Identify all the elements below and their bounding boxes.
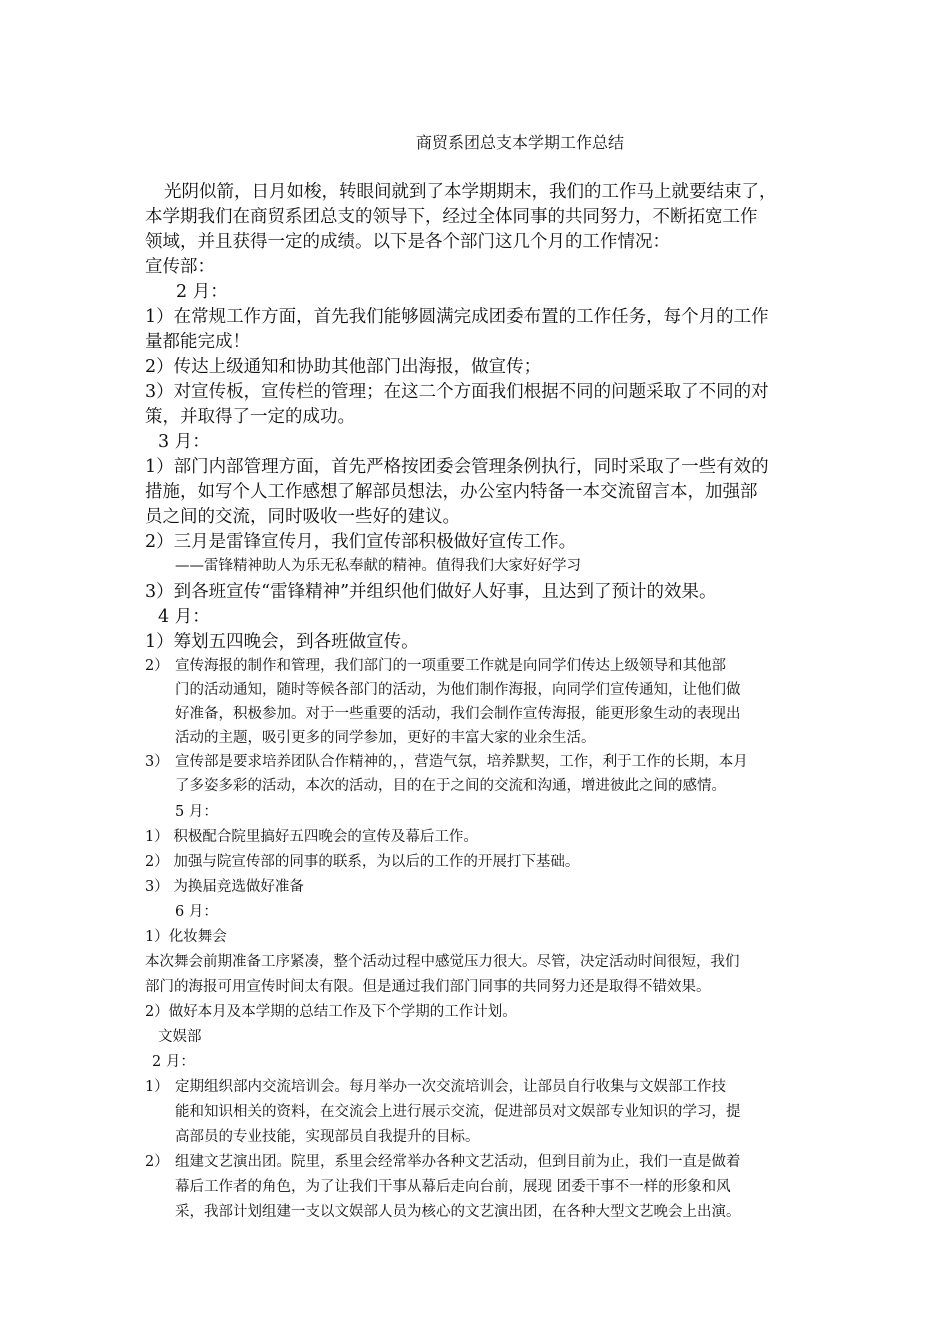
mar-item-2: 2）三月是雷锋宣传月，我们宣传部积极做好宣传工作。 <box>145 532 577 552</box>
intro-line-1: 光阴似箭，日月如梭，转眼间就到了本学期期末，我们的工作马上就要结束了， <box>164 182 777 202</box>
apr-item-3-line-1: 宣传部是要求培养团队合作精神的，，营造气氛，培养默契，工作，利于工作的长期，本月 <box>175 754 748 770</box>
mar-item-1-line-2: 措施，如写个人工作感想了解部员想法，办公室内特备一本交流留言本，加强部 <box>145 482 758 502</box>
ent-item-2-line-1: 组建文艺演出团。院里，系里会经常举办各种文艺活动，但到目前为止，我们一直是做着 <box>175 1154 741 1170</box>
ent-item-2-line-2: 幕后工作者的角色，为了让我们干事从幕后走向台前，展现 团委干事不一样的形象和风 <box>175 1179 731 1195</box>
may-item-3: 3） 为换届竞选做好准备 <box>145 879 304 895</box>
document-title: 商贸系团总支本学期工作总结 <box>415 133 624 152</box>
feb-item-2: 2）传达上级通知和协助其他部门出海报，做宣传； <box>145 357 542 377</box>
month-heading-apr: 4 月： <box>158 607 210 627</box>
month-heading-may: 5 月： <box>175 804 218 820</box>
feb-item-3-line-1: 3）对宣传板，宣传栏的管理；在这二个方面我们根据不同的问题采取了不同的对 <box>145 382 769 402</box>
apr-item-2-line-3: 好准备，积极参加。对于一些重要的活动，我们会制作宣传海报，能更形象生动的表现出 <box>175 706 741 722</box>
jun-paragraph-line-1: 本次舞会前期准备工序紧凑，整个活动过程中感觉压力很大。尽管，决定活动时间很短，我们 <box>145 954 740 970</box>
feb-item-1-line-2: 量都能完成！ <box>145 332 250 352</box>
ent-item-1-line-1: 定期组织部内交流培训会。每月举办一次交流培训会，让部员自行收集与文娱部工作技 <box>175 1079 726 1095</box>
jun-paragraph-line-2: 部门的海报可用宣传时间太有限。但是通过我们部门同事的共同努力还是取得不错效果。 <box>145 979 711 995</box>
mar-item-3: 3）到各班宣传“雷锋精神”并组织他们做好人好事，且达到了预计的效果。 <box>145 582 717 602</box>
apr-item-1: 1）筹划五四晚会，到各班做宣传。 <box>145 632 419 652</box>
apr-item-2-number: 2） <box>145 658 169 674</box>
feb-item-1-line-1: 1）在常规工作方面，首先我们能够圆满完成团委布置的工作任务，每个月的工作 <box>145 307 769 327</box>
dept-heading-entertainment: 文娱部 <box>158 1029 202 1045</box>
feb-item-3-line-2: 策，并取得了一定的成功。 <box>145 407 355 427</box>
month-heading-jun: 6 月： <box>175 904 218 920</box>
mar-item-1-line-3: 员之间的交流，同时吸收一些好的建议。 <box>145 507 460 527</box>
apr-item-2-line-2: 门的活动通知，随时等候各部门的活动，为他们制作海报，向同学们宣传通知，让他们做 <box>175 682 741 698</box>
may-item-2: 2） 加强与院宣传部的同事的联系，为以后的工作的开展打下基础。 <box>145 854 580 870</box>
month-heading-feb: 2 月： <box>176 282 228 302</box>
apr-item-3-line-2: 了多姿多彩的活动，本次的活动，目的在于之间的交流和沟通，增进彼此之间的感情。 <box>175 778 726 794</box>
ent-item-2-line-3: 采，我部计划组建一支以文娱部人员为核心的文艺演出团，在各种大型文艺晚会上出演。 <box>175 1204 741 1220</box>
ent-month-heading-feb: 2 月： <box>152 1054 195 1070</box>
jun-item-1: 1）化妆舞会 <box>145 929 227 945</box>
mar-item-1-line-1: 1）部门内部管理方面，首先严格按团委会管理条例执行，同时采取了一些有效的 <box>145 457 769 477</box>
apr-item-3-number: 3） <box>145 754 169 770</box>
may-item-1: 1） 积极配合院里搞好五四晚会的宣传及幕后工作。 <box>145 829 478 845</box>
intro-line-2: 本学期我们在商贸系团总支的领导下，经过全体同事的共同努力，不断拓宽工作 <box>145 207 758 227</box>
ent-item-1-number: 1） <box>145 1079 169 1095</box>
jun-item-2: 2）做好本月及本学期的总结工作及下个学期的工作计划。 <box>145 1004 517 1020</box>
apr-item-2-line-4: 活动的主题，吸引更多的同学参加，更好的丰富大家的业余生活。 <box>175 730 596 746</box>
intro-line-3: 领域，并且获得一定的成绩。以下是各个部门这几个月的工作情况： <box>145 232 670 252</box>
month-heading-mar: 3 月： <box>158 432 210 452</box>
mar-quote: ——雷锋精神助人为乐无私奉献的精神。值得我们大家好好学习 <box>175 558 581 574</box>
ent-item-1-line-2: 能和知识相关的资料，在交流会上进行展示交流，促进部员对文娱部专业知识的学习，提 <box>175 1104 741 1120</box>
dept-heading-publicity: 宣传部： <box>145 257 215 277</box>
ent-item-1-line-3: 高部员的专业技能，实现部员自我提升的目标。 <box>175 1129 480 1145</box>
ent-item-2-number: 2） <box>145 1154 169 1170</box>
apr-item-2-line-1: 宣传海报的制作和管理，我们部门的一项重要工作就是向同学们传达上级领导和其他部 <box>175 658 726 674</box>
